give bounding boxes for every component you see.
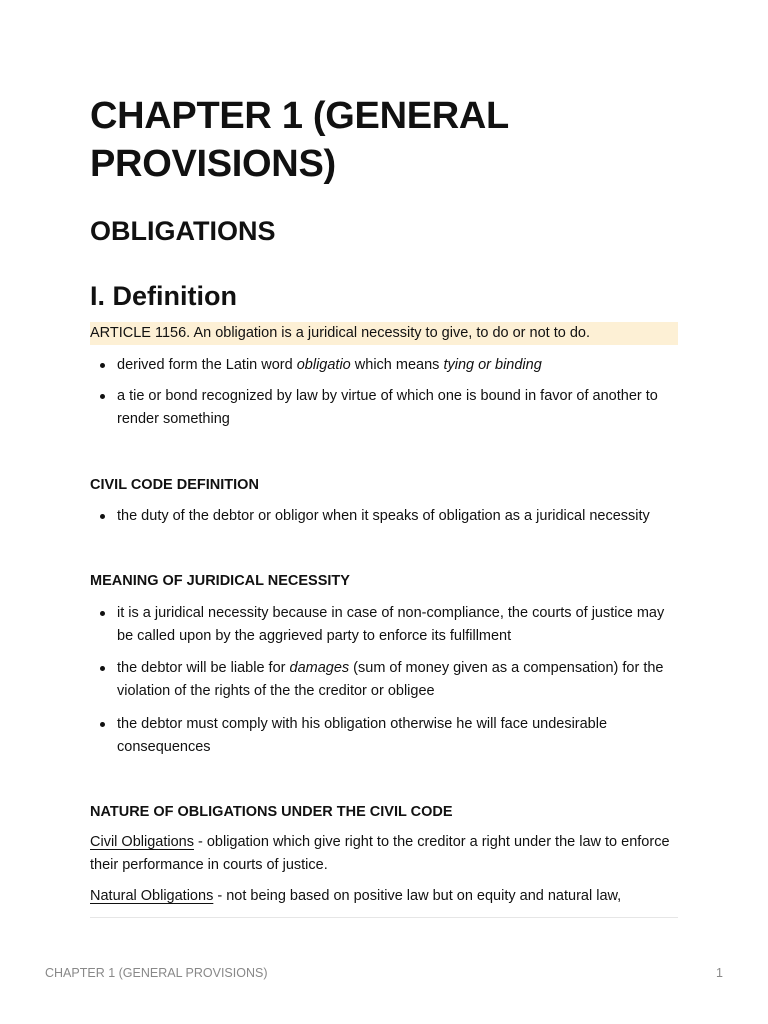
list-item: the duty of the debtor or obligor when it speaks of obligation as a juridical necessity [90,505,678,528]
subtitle: OBLIGATIONS [90,216,276,246]
natural-obligations-paragraph: Natural Obligations - not being based on positive law but on equity and natural law, [90,888,622,904]
civil-obligations-paragraph: Civil Obligations - obligation which give right to the creditor a right under the law to enforce their performance in courts of justice. [90,834,670,873]
civil-obligations-term: Civil Obligations [90,834,194,850]
list-item: derived form the Latin word obligatio which means tying or binding [90,354,678,377]
page-divider [90,917,678,918]
juridical-list [90,602,678,759]
list-item: the debtor must comply with his obligation otherwise he will face undesirable consequences [90,713,678,759]
definition-list [90,354,678,431]
natural-obligations-term: Natural Obligations [90,888,214,904]
article-highlight [90,322,678,345]
list-item: a tie or bond recognized by law by virtue of which one is bound in favor of another to render something [90,385,678,431]
heading-civil-code-definition: CIVIL CODE DEFINITION [90,477,259,493]
heading-nature-of-obligations: NATURE OF OBLIGATIONS UNDER THE CIVIL CODE [90,804,453,820]
page-title: CHAPTER 1 (GENERAL PROVISIONS) [90,95,509,185]
civil-code-list [90,505,678,528]
list-item: the debtor will be liable for damages (sum of money given as a compensation) for the violation of the rights of the the creditor or obligee [90,657,678,703]
heading-juridical-necessity: MEANING OF JURIDICAL NECESSITY [90,573,350,589]
page-number: 1 [716,966,723,980]
article-text: ARTICLE 1156. An obligation is a juridical necessity to give, to do or not to do. [90,325,591,341]
footer-title: CHAPTER 1 (GENERAL PROVISIONS) [45,966,268,980]
section-heading-definition: I. Definition [90,281,237,311]
list-item: it is a juridical necessity because in case of non-compliance, the courts of justice may be called upon by the aggrieved party to enforce its fulfillment [90,602,678,648]
